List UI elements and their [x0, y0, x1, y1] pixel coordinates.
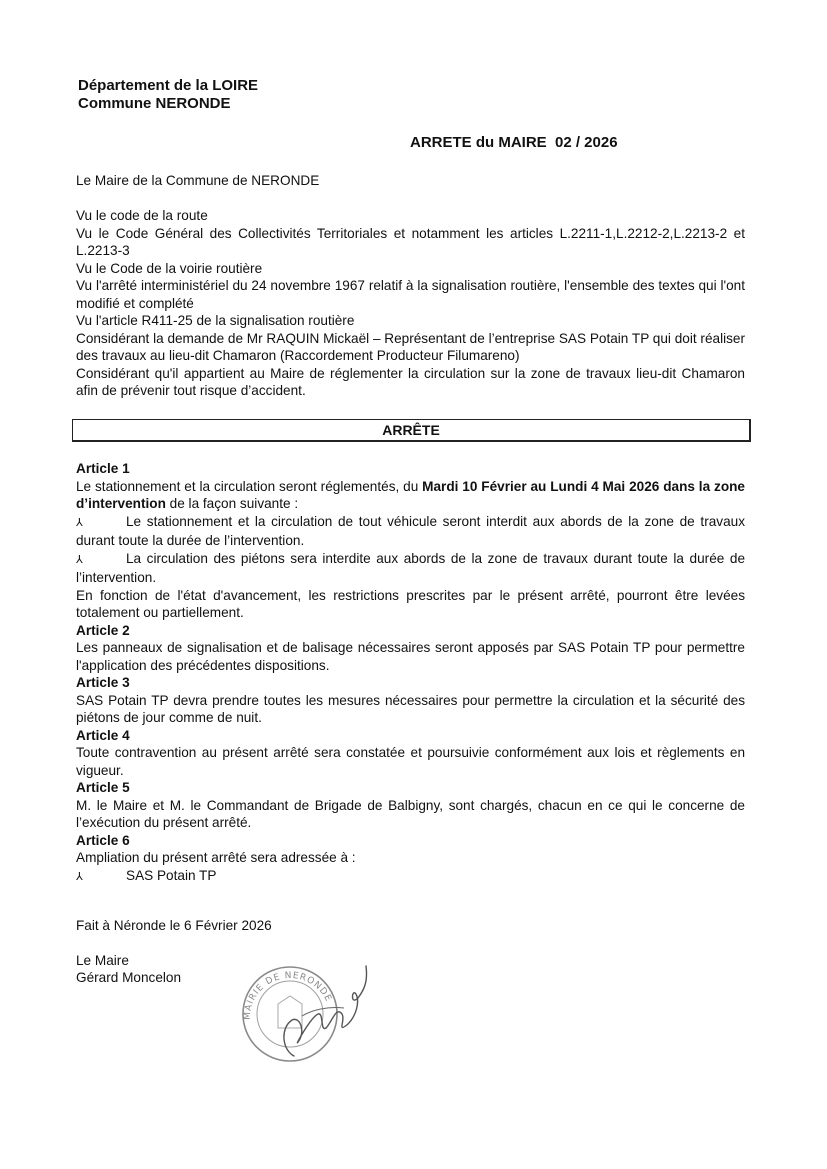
article-5-text: M. le Maire et M. le Commandant de Brigade de Balbigny, sont chargés, chacun en ce qui le concerne de l’exécution du présent arrêté.	[76, 797, 745, 830]
commune-line: Commune NERONDE	[78, 95, 231, 112]
article-3-text: SAS Potain TP devra prendre toutes les mesures nécessaires pour permettre la circulation et la sécurité des piétons de jour comme de nuit.	[76, 692, 745, 725]
vu-line: Vu le Code Général des Collectivités Territoriales et notamment les articles L.2211-1,L.2212-2,L.2213-2 et L.2213-3	[76, 225, 745, 258]
article-1-title: Article 1	[76, 461, 130, 476]
bullet-icon: ⅄	[76, 516, 83, 529]
articles-block	[76, 460, 745, 886]
intro-line: Le Maire de la Commune de NERONDE	[76, 173, 320, 188]
article-1-after: En fonction de l'état d'avancement, les restrictions prescrites par le présent arrêté, pourront être levées totalement ou partiellement.	[76, 587, 745, 620]
article-5-title: Article 5	[76, 780, 130, 795]
departement-line: Département de la LOIRE	[78, 77, 259, 94]
stamp-text: MAIRIE DE NERONDE	[242, 970, 334, 1021]
article-1-text	[76, 478, 745, 513]
vu-line: Considérant la demande de Mr RAQUIN Mickaël – Représentant de l’entreprise SAS Potain TP qui doit réaliser des travaux au lieu-dit Chamaron (Raccordement Producteur Filumareno)	[76, 330, 745, 363]
article-4-title: Article 4	[76, 727, 130, 743]
article-1-text-end: de la façon suivante :	[165, 496, 299, 511]
document-header	[78, 77, 258, 113]
signature-date: Fait à Néronde le 6 Février 2026	[76, 918, 272, 933]
stamp-signature-image	[232, 958, 382, 1070]
bullet-icon: ⅄	[76, 870, 83, 883]
stamp-emblem	[278, 996, 302, 1028]
signatory-role: Le Maire	[76, 953, 129, 968]
bullet-text: La circulation des piétons sera interdite aux abords de la zone de travaux durant toute la durée de l’intervention.	[76, 550, 745, 585]
vu-line: Vu l'arrêté interministériel du 24 novembre 1967 relatif à la signalisation routière, l'ensemble des textes qui l'ont modifié et complété	[76, 278, 745, 311]
bullet-icon: ⅄	[76, 553, 83, 566]
article-1-bullet	[76, 550, 745, 587]
article-1-bullet	[76, 513, 745, 550]
stamp-inner-ring	[257, 981, 323, 1047]
arrete-box: ARRÊTE	[72, 419, 751, 442]
bullet-text: SAS Potain TP	[126, 867, 217, 883]
article-6-title: Article 6	[76, 832, 130, 848]
vu-block	[76, 207, 745, 400]
article-3-title: Article 3	[76, 675, 130, 690]
article-6-text: Ampliation du présent arrêté sera adressée à :	[76, 850, 356, 865]
vu-line: Vu le code de la route	[76, 208, 208, 223]
vu-line: Vu l'article R411-25 de la signalisation routière	[76, 313, 355, 328]
vu-line: Vu le Code de la voirie routière	[76, 260, 263, 276]
bullet-text: Le stationnement et la circulation de tout véhicule seront interdit aux abords de la zone de travaux durant toute la durée de l’intervention.	[76, 513, 745, 548]
page-title: ARRETE du MAIRE 02 / 2026	[410, 134, 618, 151]
article-1-dates: Mardi 10 Février au Lundi 4 Mai 2026 dans la zone d’intervention	[76, 478, 745, 511]
article-1-text-start: Le stationnement et la circulation seront réglementés, du	[76, 478, 423, 494]
vu-line: Considérant qu'il appartient au Maire de réglementer la circulation sur la zone de travaux lieu-dit Chamaron afin de prévenir tout risque d’accident.	[76, 365, 745, 398]
article-4-text: Toute contravention au présent arrêté sera constatée et poursuivie conformément aux lois et règlements en vigueur.	[76, 745, 745, 778]
signatory-name: Gérard Moncelon	[76, 970, 182, 985]
article-2-text: Les panneaux de signalisation et de balisage nécessaires seront apposés par SAS Potain TP pour permettre l'application des précédentes dispositions.	[76, 640, 745, 673]
article-6-bullet	[76, 867, 745, 887]
article-2-title: Article 2	[76, 622, 130, 638]
